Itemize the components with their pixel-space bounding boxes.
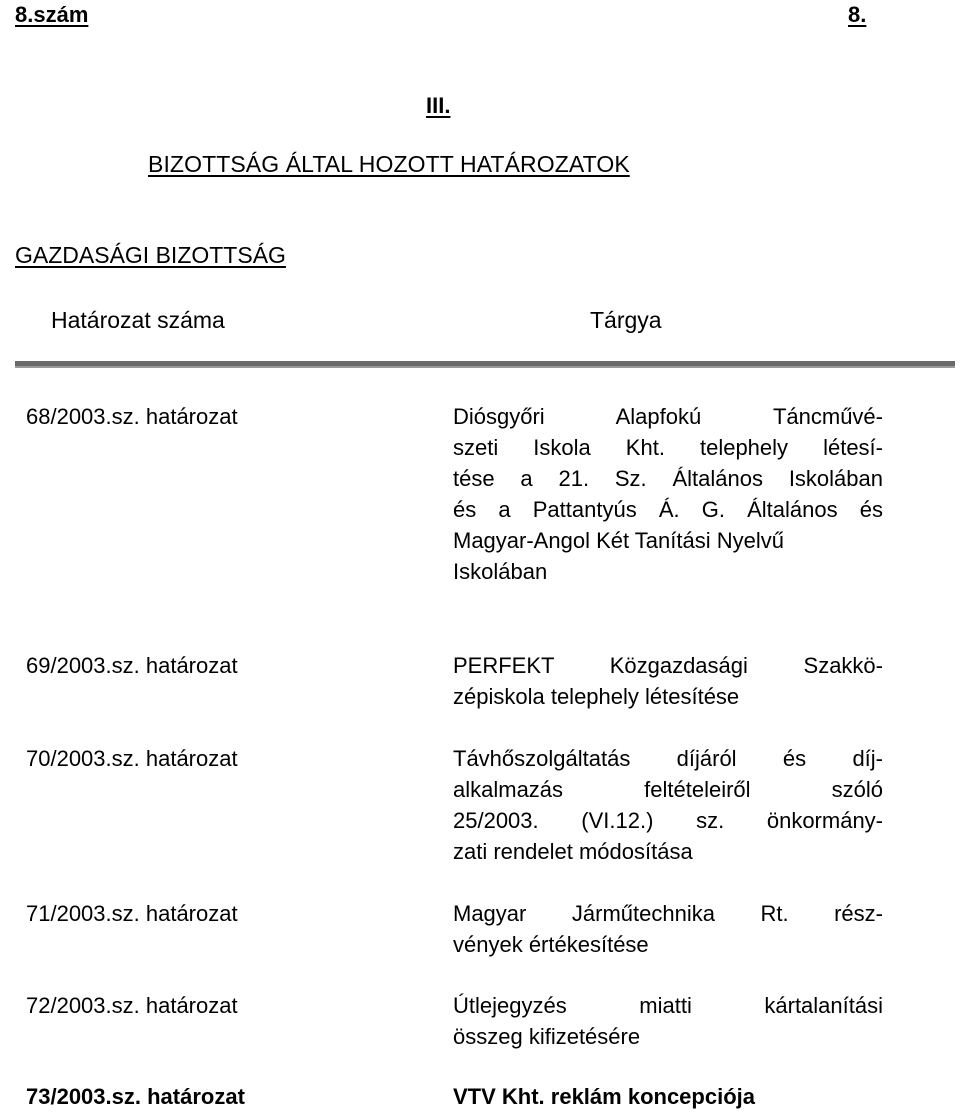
subject-line: zépiskola telephely létesítése (453, 684, 740, 709)
section-title: BIZOTTSÁG ÁLTAL HOZOTT HATÁROZATOK (148, 151, 630, 177)
resolution-number: 72/2003.sz. határozat (26, 993, 238, 1018)
subject-line: és a Pattantyús Á. G. Általános és (453, 497, 883, 522)
resolution-number: 69/2003.sz. határozat (26, 653, 238, 678)
subject-line: Útlejegyzés miatti kártalanítási (453, 993, 883, 1018)
subject-line: Magyar-Angol Két Tanítási Nyelvű (453, 528, 784, 553)
subject-line: szeti Iskola Kht. telephely létesí- (453, 435, 883, 460)
header-rule (15, 361, 955, 368)
section-number: III. (426, 93, 451, 118)
subject-line: PERFEKT Közgazdasági Szakkö- (453, 653, 883, 678)
resolution-subject (453, 650, 883, 712)
resolution-subject (453, 401, 883, 587)
subject-line: tése a 21. Sz. Általános Iskolában (453, 466, 883, 491)
subject-line: zati rendelet módosítása (453, 839, 693, 864)
page-header-issue: 8.szám (15, 2, 89, 27)
resolution-number: 73/2003.sz. határozat (26, 1084, 245, 1109)
subject-line: Távhőszolgáltatás díjáról és díj- (453, 746, 883, 771)
subject-line: Iskolában (453, 559, 548, 584)
page-header-page-number: 8. (848, 2, 867, 27)
resolution-number: 68/2003.sz. határozat (26, 404, 238, 429)
resolution-subject (453, 898, 883, 960)
resolution-subject (453, 1081, 883, 1112)
subject-line: VTV Kht. reklám koncepciója (453, 1084, 755, 1109)
subject-line: vények értékesítése (453, 932, 649, 957)
resolution-subject (453, 990, 883, 1052)
column-header-subject: Tárgya (590, 307, 662, 333)
subject-line: Magyar Járműtechnika Rt. rész- (453, 901, 883, 926)
column-header-number: Határozat száma (51, 307, 225, 333)
resolution-number: 71/2003.sz. határozat (26, 901, 238, 926)
subject-line: összeg kifizetésére (453, 1024, 641, 1049)
committee-heading: GAZDASÁGI BIZOTTSÁG (15, 242, 286, 268)
subject-line: Diósgyőri Alapfokú Táncművé- (453, 404, 883, 429)
subject-line: 25/2003. (VI.12.) sz. önkormány- (453, 808, 883, 833)
resolution-number: 70/2003.sz. határozat (26, 746, 238, 771)
resolution-subject (453, 743, 883, 867)
subject-line: alkalmazás feltételeiről szóló (453, 777, 883, 802)
